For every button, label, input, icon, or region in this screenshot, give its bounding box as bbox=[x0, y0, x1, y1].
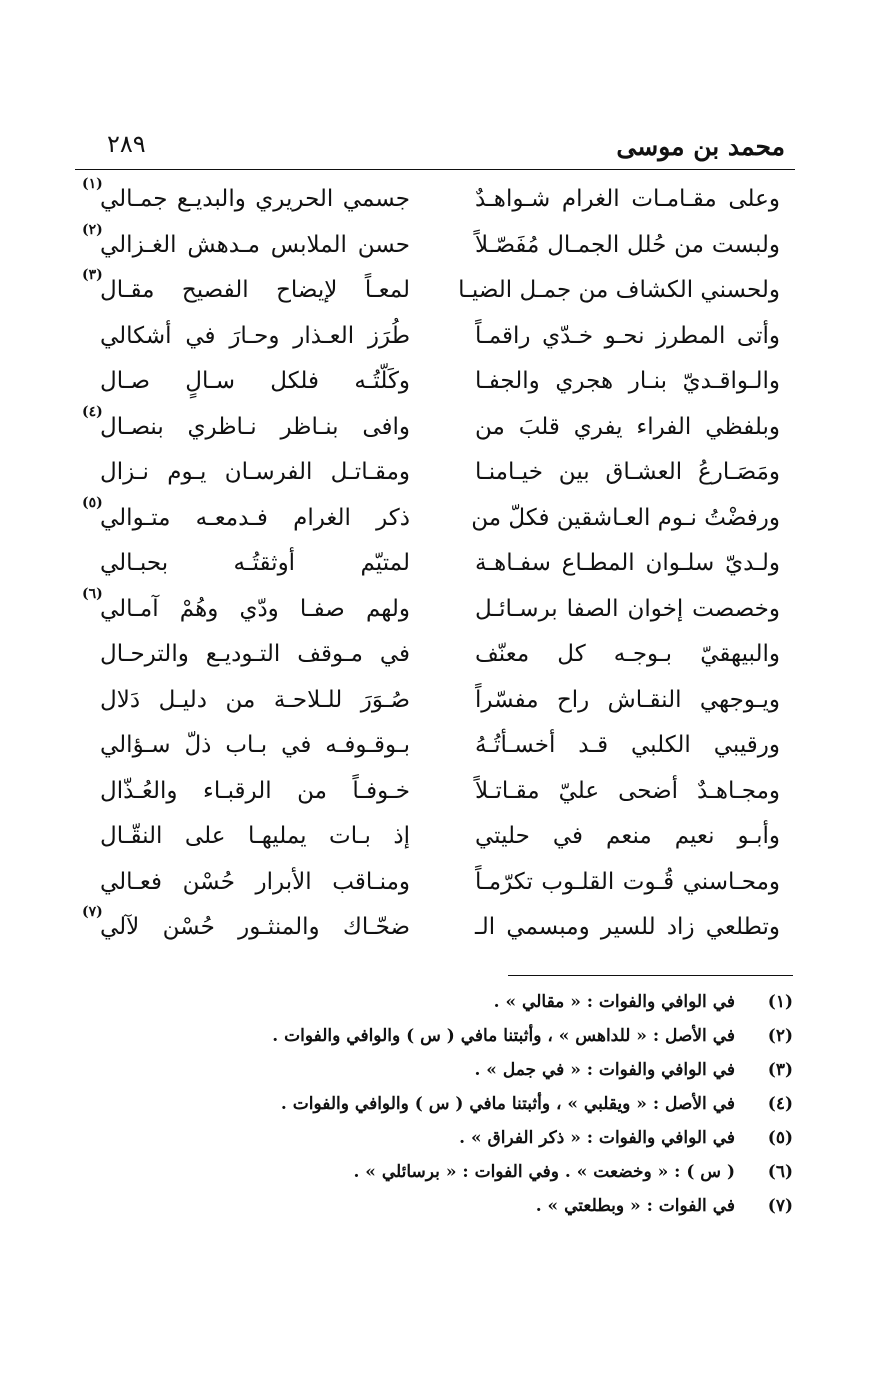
second-hemistich: ولهم صفـا ودّي وهُمْ آمـالي bbox=[100, 595, 410, 622]
verse-line bbox=[82, 176, 780, 232]
verse-line bbox=[82, 221, 780, 278]
footnote-marker: (٢) bbox=[82, 221, 103, 238]
second-hemistich: لمعـاً لإيضاح الفصيح مقـال bbox=[100, 277, 410, 303]
second-hemistich: ذكر الغرام فـدمعـه متـوالي bbox=[100, 504, 410, 531]
footnote-number: (٣) bbox=[767, 1060, 793, 1080]
footnote-marker: (٧) bbox=[82, 904, 103, 920]
footnote-marker: (٦) bbox=[82, 585, 103, 602]
verse-line bbox=[90, 368, 780, 414]
first-hemistich: ولحسني الكشاف من جمـل الضيـا bbox=[458, 277, 780, 303]
second-hemistich: خـوفـاً من الرقبـاء والعُـذّال bbox=[100, 777, 410, 804]
footnote-number: (٤) bbox=[767, 1094, 793, 1114]
second-hemistich: ومقـاتـل الفرسـان يـوم نـزال bbox=[100, 459, 410, 485]
first-hemistich: وأبـو نعيم منعم في حليتي bbox=[475, 823, 780, 849]
footnote-number: (٧) bbox=[767, 1196, 793, 1216]
footnote bbox=[93, 1128, 793, 1162]
footnote-number: (٢) bbox=[767, 1026, 793, 1046]
verse-line bbox=[82, 267, 780, 323]
first-hemistich: ومَصَـارعُ العشـاق بين خيـامنـا bbox=[475, 459, 780, 485]
verse-line bbox=[90, 869, 780, 915]
verse-line bbox=[90, 459, 780, 505]
page-header bbox=[75, 122, 795, 170]
header-rule bbox=[75, 169, 795, 170]
first-hemistich: والبيهقيّ بـوجـه كل معنّف bbox=[475, 641, 780, 667]
footnote bbox=[93, 1094, 793, 1128]
second-hemistich: في مـوقف التـوديـع والترحـال bbox=[100, 641, 410, 667]
footnote bbox=[93, 1196, 793, 1230]
second-hemistich: حسن الملابس مـدهش الغـزالي bbox=[100, 231, 410, 258]
second-hemistich: بـوقـوفـه في بـاب ذلّ سـؤالي bbox=[100, 732, 410, 758]
verse-line bbox=[90, 323, 780, 369]
verse-line bbox=[82, 494, 780, 551]
verse-line bbox=[90, 778, 780, 824]
verse-line bbox=[90, 823, 780, 869]
footnote-number: (٥) bbox=[767, 1128, 793, 1148]
footnote-marker: (٥) bbox=[82, 494, 103, 511]
second-hemistich: ومنـاقب الأبرار حُسْن فعـالي bbox=[100, 868, 410, 895]
verse-line bbox=[90, 687, 780, 733]
poem bbox=[82, 176, 780, 960]
footnote-text: في الوافي والفوات : « ذكر الفراق » . bbox=[459, 1128, 735, 1148]
first-hemistich: وعلى مقـامـات الغرام شـواهـدٌ bbox=[475, 186, 780, 212]
verse-line bbox=[82, 585, 780, 642]
second-hemistich: لمتيّم أوثقتُـه بحبـالي bbox=[100, 550, 410, 576]
first-hemistich: ولـديّ سلـوان المطـاع سفـاهـة bbox=[475, 550, 780, 576]
second-hemistich: جسمي الحريري والبديـع جمـالي bbox=[100, 186, 410, 212]
second-hemistich: وافى بنـاظر نـاظري بنصـال bbox=[100, 413, 410, 440]
footnote-number: (٦) bbox=[767, 1162, 793, 1182]
verse-line bbox=[90, 732, 780, 778]
footnote-marker: (٣) bbox=[82, 267, 103, 283]
footnote-rule bbox=[508, 975, 793, 976]
page-number: ٢٨٩ bbox=[107, 130, 146, 158]
first-hemistich: وخصصت إخوان الصفا برسـائـل bbox=[475, 595, 780, 622]
footnote-text: في الفوات : « وبطلعتي » . bbox=[535, 1196, 735, 1216]
second-hemistich: ضحّـاك والمنثـور حُسْن لآلي bbox=[100, 914, 410, 940]
first-hemistich: والـواقـديّ بنـار هجري والجفـا bbox=[475, 368, 780, 394]
first-hemistich: ولبست من حُلل الجمـال مُفَصّـلاً bbox=[475, 231, 780, 258]
footnote-text: ( س ) : « وخضعت » . وفي الفوات : « برسائلي » . bbox=[353, 1162, 735, 1182]
footnote-marker: (١) bbox=[82, 176, 103, 192]
first-hemistich: وتطلعي زاد للسير ومبسمي الـ bbox=[475, 914, 780, 940]
footnote-number: (١) bbox=[767, 992, 793, 1012]
first-hemistich: ويـوجهي النقـاش راح مفسّراً bbox=[475, 686, 780, 713]
footnote-marker: (٤) bbox=[82, 403, 103, 420]
first-hemistich: وأتى المطرز نحـو خـدّي راقمـاً bbox=[475, 322, 780, 349]
footnote-text: في الوافي والفوات : « مقالي » . bbox=[493, 992, 735, 1012]
verse-line bbox=[82, 904, 780, 960]
first-hemistich: ورفضْتُ نـوم العـاشقين فكلّ من bbox=[471, 504, 780, 531]
footnote-text: في الأصل : « ويقلبي » ، وأثبتنا مافي ( س ) والوافي والفوات . bbox=[280, 1094, 735, 1114]
verse-line bbox=[90, 550, 780, 596]
footnote bbox=[93, 1162, 793, 1196]
footnote-text: في الوافي والفوات : « في جمل » . bbox=[474, 1060, 735, 1080]
verse-line bbox=[82, 403, 780, 460]
verse-line bbox=[90, 641, 780, 687]
footnote bbox=[93, 1026, 793, 1060]
second-hemistich: إذ بـات يمليهـا على النقّـال bbox=[100, 823, 410, 849]
first-hemistich: ورقيبي الكلبي قـد أخسـأتُـهُ bbox=[475, 732, 780, 758]
first-hemistich: ومجـاهـدٌ أضحى عليّ مقـاتـلاً bbox=[475, 777, 780, 804]
second-hemistich: وكَلّتُـه فلكل سـالٍ صـال bbox=[100, 368, 410, 394]
footnote-text: في الأصل : « للداهس » ، وأثبتنا مافي ( س ) والوافي والفوات . bbox=[272, 1026, 735, 1046]
footnote bbox=[93, 992, 793, 1026]
first-hemistich: وبلفظي الفراء يفري قلبَ من bbox=[475, 413, 780, 440]
second-hemistich: صُـوَرَ للـلاحـة من دليـل دَلال bbox=[100, 686, 410, 713]
second-hemistich: طُرَز العـذار وحـارَ في أشكالي bbox=[100, 322, 410, 349]
running-head: محمد بن موسى bbox=[616, 132, 785, 161]
footnotes bbox=[93, 992, 793, 1230]
first-hemistich: ومحـاسني قُـوت القلـوب تكرّمـاً bbox=[475, 868, 780, 895]
footnote bbox=[93, 1060, 793, 1094]
